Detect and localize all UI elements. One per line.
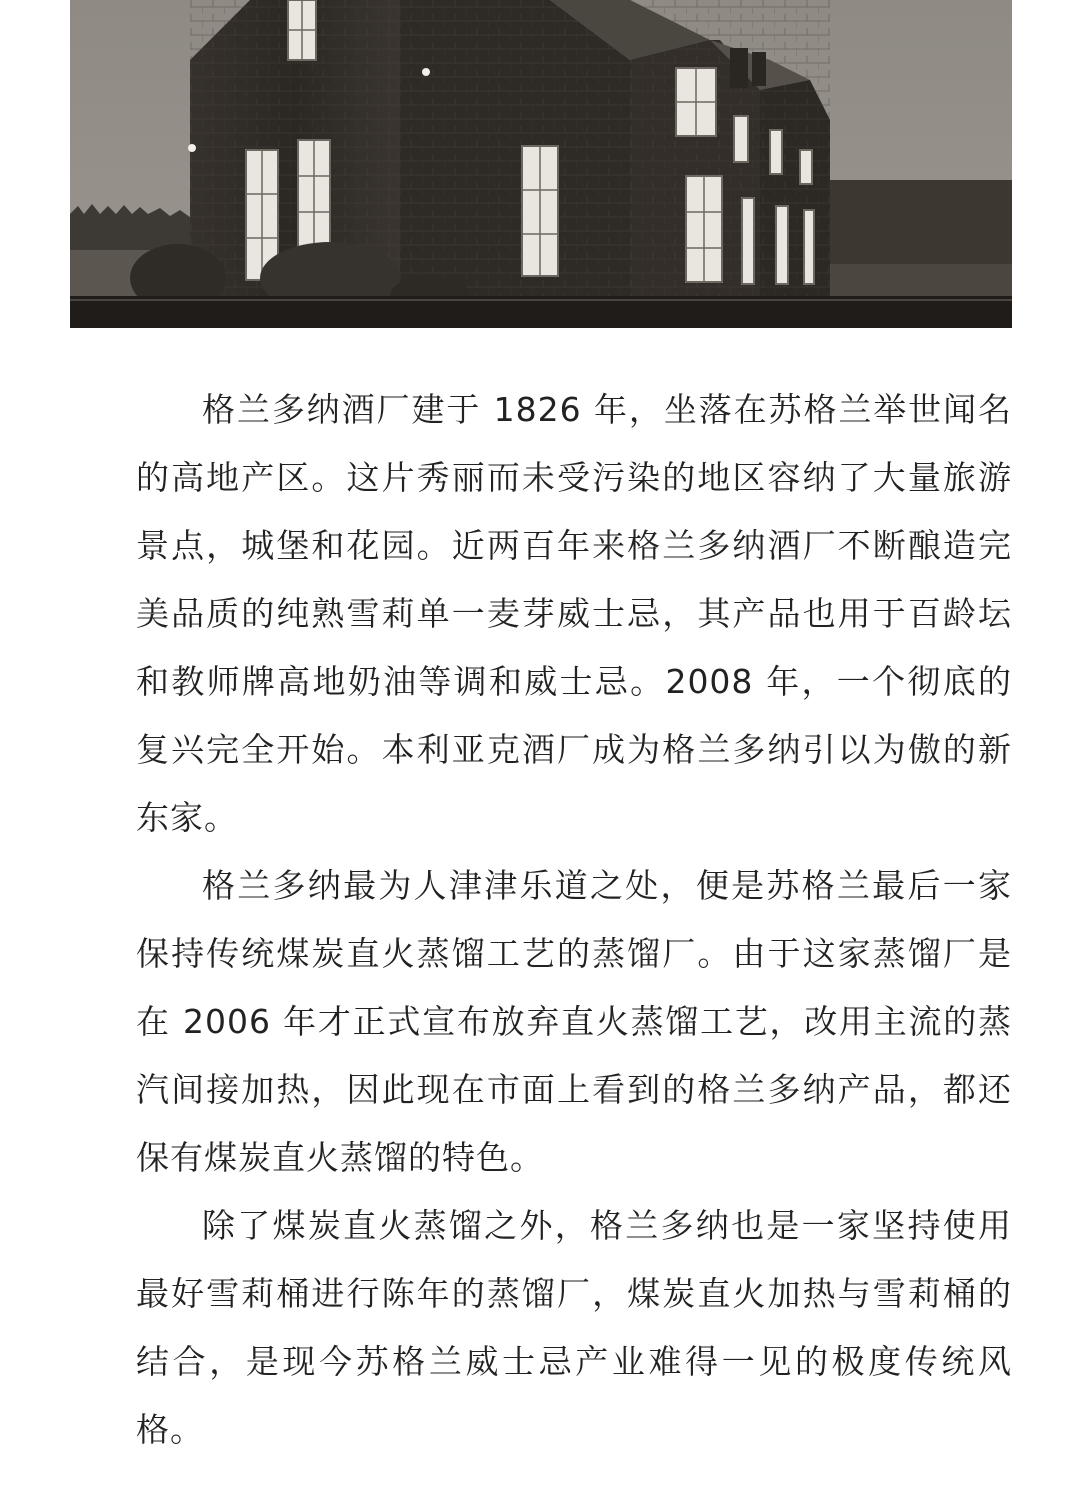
distillery-building-illustration bbox=[70, 0, 1012, 328]
article-paragraph-3: 除了煤炭直火蒸馏之外，格兰多纳也是一家坚持使用最好雪莉桶进行陈年的蒸馏厂，煤炭直火加热与雪莉桶的结合，是现今苏格兰威士忌产业难得一见的极度传统风格。 bbox=[136, 1206, 1012, 1449]
article-paragraph-1: 格兰多纳酒厂建于 1826 年，坐落在苏格兰举世闻名的高地产区。这片秀丽而未受污染的地区容纳了大量旅游景点，城堡和花园。近两百年来格兰多纳酒厂不断酿造完美品质的纯熟雪莉单一麦芽威士忌，其产品也用于百龄坛和教师牌高地奶油等调和威士忌。2008 年，一个彻底的复兴完全开始。本利亚克酒厂成为格兰多纳引以为傲的新东家。 bbox=[136, 390, 1012, 837]
article-body bbox=[136, 376, 1012, 1464]
article-paragraph-2: 格兰多纳最为人津津乐道之处，便是苏格兰最后一家保持传统煤炭直火蒸馏工艺的蒸馏厂。由于这家蒸馏厂是在 2006 年才正式宣布放弃直火蒸馏工艺，改用主流的蒸汽间接加热，因此现在市面上看到的格兰多纳产品，都还保有煤炭直火蒸馏的特色。 bbox=[136, 866, 1012, 1177]
distillery-photo bbox=[70, 0, 1012, 328]
